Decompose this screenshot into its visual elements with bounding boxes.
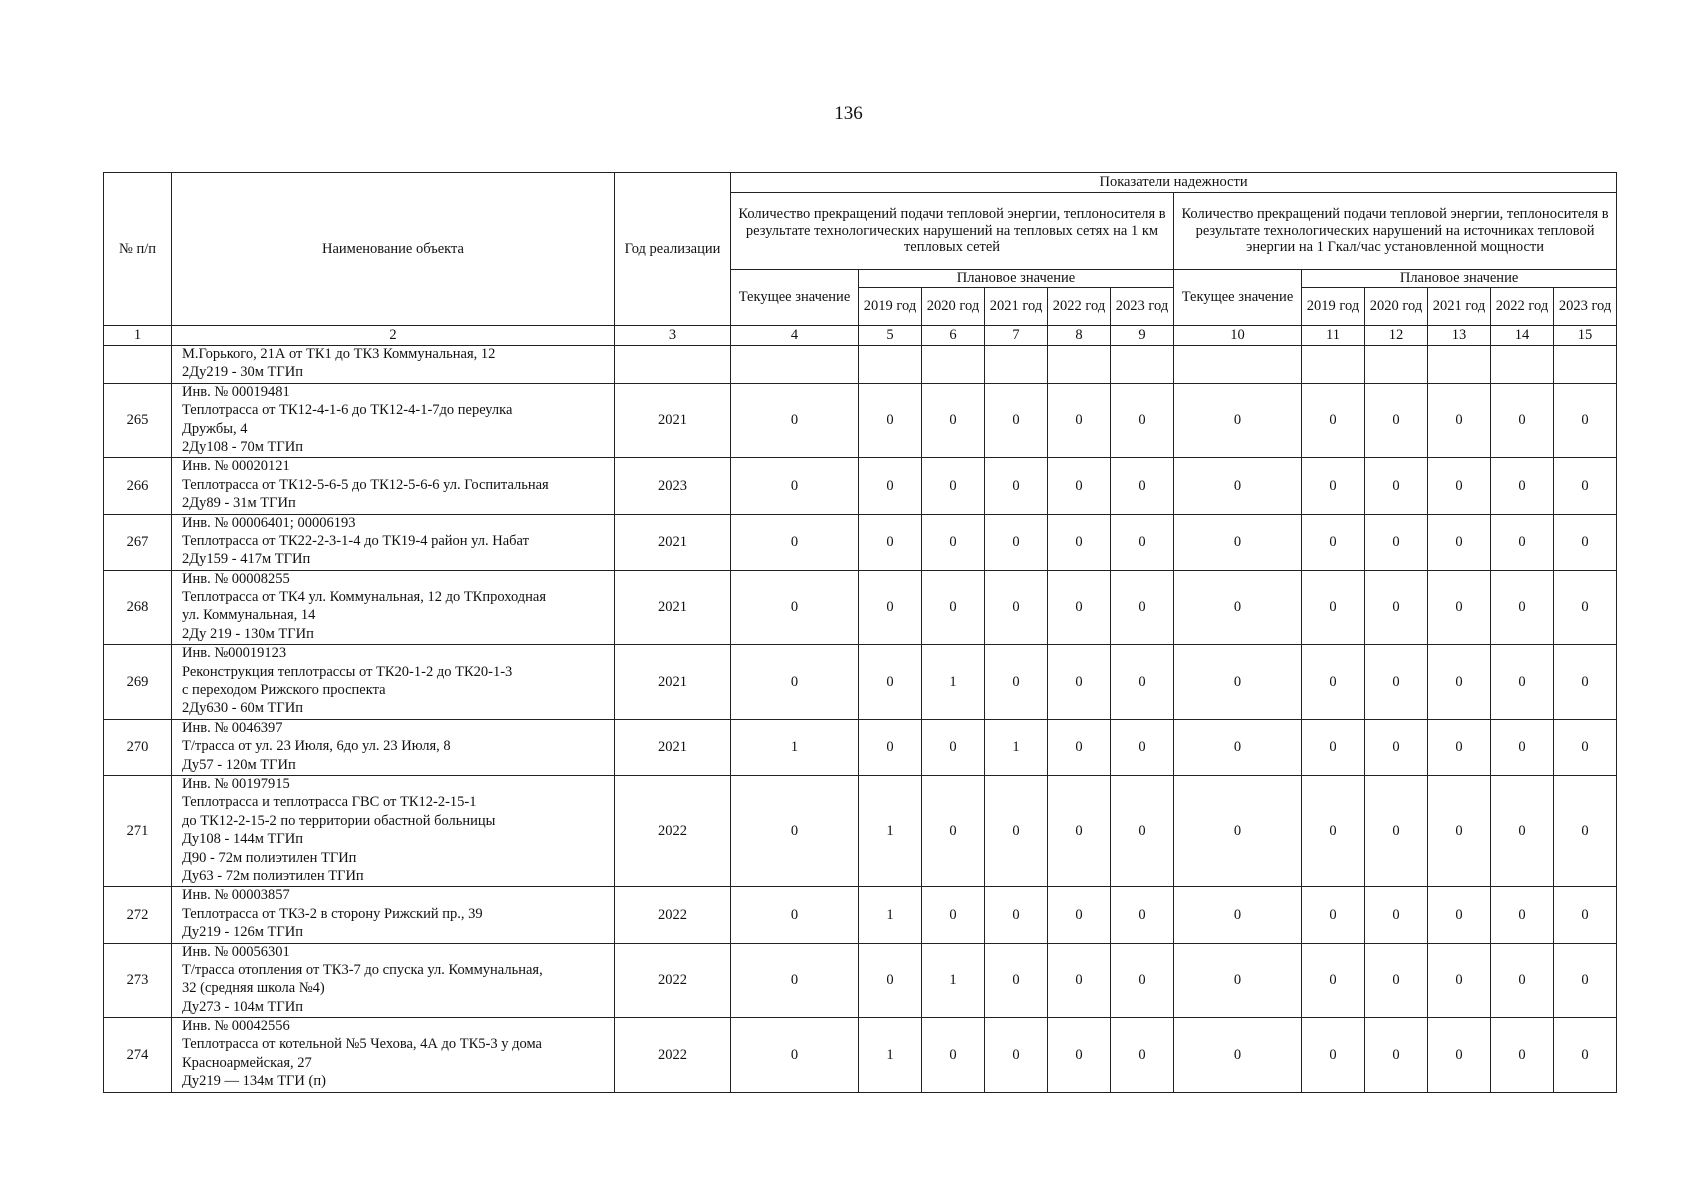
indicator-value: 0 xyxy=(1174,570,1302,645)
indicator-value: 0 xyxy=(1174,383,1302,458)
indicator-value: 0 xyxy=(1554,514,1617,570)
table-row xyxy=(104,1018,1617,1093)
object-name-line: 2Ду89 - 31м ТГИп xyxy=(182,495,296,512)
implementation-year: 2022 xyxy=(615,887,731,943)
table-row xyxy=(104,775,1617,886)
column-number-cell: 9 xyxy=(1111,326,1174,346)
indicator-value: 0 xyxy=(1048,458,1111,514)
object-name-line: Теплотрасса от ТК12-4-1-6 до ТК12-4-1-7до переулка xyxy=(182,402,513,419)
indicator-value xyxy=(1365,346,1428,384)
indicator-value: 0 xyxy=(985,383,1048,458)
object-name-line: с переходом Рижского проспекта xyxy=(182,682,386,699)
indicator-value: 0 xyxy=(731,645,859,720)
column-number-cell: 3 xyxy=(615,326,731,346)
header-year-cell: 2020 год xyxy=(1365,288,1428,326)
indicator-value: 0 xyxy=(985,1018,1048,1093)
indicator-value: 0 xyxy=(1428,1018,1491,1093)
object-name-line: Инв. № 00020121 xyxy=(182,458,290,475)
indicator-value: 0 xyxy=(1111,1018,1174,1093)
indicator-value: 0 xyxy=(731,570,859,645)
indicator-value: 0 xyxy=(1428,719,1491,775)
indicator-value: 0 xyxy=(985,887,1048,943)
indicator-value: 0 xyxy=(985,645,1048,720)
indicator-value: 0 xyxy=(1111,645,1174,720)
indicator-value: 0 xyxy=(1302,645,1365,720)
header-year-cell: 2021 год xyxy=(985,288,1048,326)
indicator-value: 0 xyxy=(1302,383,1365,458)
table-row xyxy=(104,514,1617,570)
object-name-line: Красноармейская, 27 xyxy=(182,1054,312,1071)
object-name-line: Инв. № 00019481 xyxy=(182,383,290,400)
indicator-value: 1 xyxy=(985,719,1048,775)
indicator-value: 0 xyxy=(985,458,1048,514)
object-name-line: до ТК12-2-15-2 по территории обастной больницы xyxy=(182,812,496,829)
indicator-value: 0 xyxy=(1554,943,1617,1018)
column-number-cell: 10 xyxy=(1174,326,1302,346)
indicator-value: 0 xyxy=(1111,570,1174,645)
object-name-line: Ду219 - 126м ТГИп xyxy=(182,924,303,941)
indicator-value: 0 xyxy=(1365,458,1428,514)
indicator-value: 0 xyxy=(1554,1018,1617,1093)
indicator-value: 1 xyxy=(859,1018,922,1093)
object-name-line: Теплотрасса от котельной №5 Чехова, 4А до ТК5-3 у дома xyxy=(182,1036,542,1053)
indicator-value: 0 xyxy=(1491,775,1554,886)
indicator-value: 0 xyxy=(1174,1018,1302,1093)
object-name xyxy=(172,943,615,1018)
indicator-value: 1 xyxy=(731,719,859,775)
header-year-cell: 2023 год xyxy=(1554,288,1617,326)
indicator-value: 0 xyxy=(859,943,922,1018)
row-number: 269 xyxy=(104,645,172,720)
row-number xyxy=(104,346,172,384)
indicator-value: 0 xyxy=(1174,645,1302,720)
indicator-value: 0 xyxy=(1491,887,1554,943)
indicator-value: 0 xyxy=(1365,514,1428,570)
indicator-value: 0 xyxy=(1491,458,1554,514)
indicator-value: 0 xyxy=(1365,1018,1428,1093)
indicator-value: 0 xyxy=(1048,887,1111,943)
indicator-value: 0 xyxy=(731,887,859,943)
object-name-line: Д90 - 72м полиэтилен ТГИп xyxy=(182,849,357,866)
object-name-line: Дружбы, 4 xyxy=(182,420,248,437)
indicator-value: 0 xyxy=(1048,775,1111,886)
column-number-cell: 15 xyxy=(1554,326,1617,346)
indicator-value: 0 xyxy=(1491,570,1554,645)
object-name-line: 2Ду219 - 30м ТГИп xyxy=(182,364,303,381)
table-row xyxy=(104,458,1617,514)
indicator-value: 0 xyxy=(731,383,859,458)
column-number-cell: 7 xyxy=(985,326,1048,346)
indicator-value: 0 xyxy=(1048,943,1111,1018)
indicator-value: 0 xyxy=(1174,719,1302,775)
object-name xyxy=(172,514,615,570)
indicator-value: 0 xyxy=(731,1018,859,1093)
object-name-line: Инв. № 00003857 xyxy=(182,887,290,904)
column-number-cell: 1 xyxy=(104,326,172,346)
header-year-cell: 2023 год xyxy=(1111,288,1174,326)
header-name: Наименование объекта xyxy=(172,173,615,326)
object-name-line: Инв. №00019123 xyxy=(182,645,287,662)
indicator-value: 0 xyxy=(1491,383,1554,458)
object-name-line: Теплотрасса от ТК4 ул. Коммунальная, 12 до ТКпроходная xyxy=(182,589,547,606)
object-name-line: 32 (средняя школа №4) xyxy=(182,980,325,997)
indicator-value: 0 xyxy=(1048,719,1111,775)
table-row xyxy=(104,645,1617,720)
column-number-cell: 11 xyxy=(1302,326,1365,346)
object-name xyxy=(172,383,615,458)
object-name-line: Ду108 - 144м ТГИп xyxy=(182,831,303,848)
object-name-line: 2Ду 219 - 130м ТГИп xyxy=(182,625,314,642)
indicator-value: 0 xyxy=(1048,514,1111,570)
indicator-value: 0 xyxy=(1554,458,1617,514)
column-number-cell: 6 xyxy=(922,326,985,346)
reliability-table xyxy=(103,172,1617,1093)
indicator-value: 0 xyxy=(1554,887,1617,943)
object-name xyxy=(172,887,615,943)
indicator-value: 0 xyxy=(1554,383,1617,458)
indicator-value: 0 xyxy=(922,1018,985,1093)
table-row xyxy=(104,383,1617,458)
implementation-year: 2021 xyxy=(615,719,731,775)
table-row xyxy=(104,887,1617,943)
indicator-value: 0 xyxy=(1491,1018,1554,1093)
indicator-value xyxy=(859,346,922,384)
indicator-value: 0 xyxy=(859,458,922,514)
object-name xyxy=(172,775,615,886)
indicator-value: 0 xyxy=(1428,645,1491,720)
indicator-value: 0 xyxy=(1554,645,1617,720)
header-reliability: Показатели надежности xyxy=(731,173,1617,193)
page-number: 136 xyxy=(834,103,863,124)
header-year: Год реализации xyxy=(615,173,731,326)
indicator-value: 0 xyxy=(1365,943,1428,1018)
object-name-line: М.Горького, 21А от ТК1 до ТК3 Коммунальная, 12 xyxy=(182,346,496,362)
header-group-networks: Количество прекращений подачи тепловой энергии, теплоносителя в результате технологических нарушений на тепловых сетях на 1 км тепловых сетей xyxy=(731,193,1174,270)
indicator-value: 0 xyxy=(1048,645,1111,720)
object-name-line: Инв. № 00008255 xyxy=(182,570,290,587)
indicator-value: 0 xyxy=(985,943,1048,1018)
object-name xyxy=(172,719,615,775)
indicator-value: 0 xyxy=(1174,514,1302,570)
indicator-value: 0 xyxy=(1111,458,1174,514)
indicator-value: 1 xyxy=(922,645,985,720)
indicator-value: 0 xyxy=(731,458,859,514)
table-body xyxy=(104,346,1617,1093)
indicator-value: 0 xyxy=(1111,514,1174,570)
object-name xyxy=(172,570,615,645)
implementation-year: 2022 xyxy=(615,775,731,886)
indicator-value: 0 xyxy=(1111,775,1174,886)
header-current-a: Текущее значение xyxy=(731,270,859,326)
indicator-value: 0 xyxy=(1428,514,1491,570)
object-name-line: Ду57 - 120м ТГИп xyxy=(182,756,296,773)
header-group-sources: Количество прекращений подачи тепловой энергии, теплоносителя в результате технологических нарушений на источниках тепловой энергии на 1 Гкал/час установленной мощности xyxy=(1174,193,1617,270)
object-name-line: Теплотрасса от ТК12-5-6-5 до ТК12-5-6-6 ул. Госпитальная xyxy=(182,476,549,493)
indicator-value: 0 xyxy=(1428,943,1491,1018)
indicator-value: 0 xyxy=(985,775,1048,886)
implementation-year: 2022 xyxy=(615,943,731,1018)
indicator-value: 0 xyxy=(1302,458,1365,514)
implementation-year: 2021 xyxy=(615,514,731,570)
indicator-value: 0 xyxy=(1491,645,1554,720)
column-number-cell: 5 xyxy=(859,326,922,346)
indicator-value: 0 xyxy=(1302,1018,1365,1093)
indicator-value: 0 xyxy=(859,719,922,775)
indicator-value xyxy=(922,346,985,384)
row-number: 267 xyxy=(104,514,172,570)
indicator-value: 0 xyxy=(1491,514,1554,570)
indicator-value: 0 xyxy=(1428,887,1491,943)
object-name-line: Инв. № 00197915 xyxy=(182,775,290,792)
indicator-value: 0 xyxy=(1174,458,1302,514)
indicator-value: 0 xyxy=(1302,943,1365,1018)
indicator-value: 0 xyxy=(1428,383,1491,458)
table-row xyxy=(104,570,1617,645)
indicator-value xyxy=(1111,346,1174,384)
indicator-value: 0 xyxy=(922,458,985,514)
object-name-line: Т/трасса отопления от ТК3-7 до спуска ул. Коммунальная, xyxy=(182,961,543,978)
object-name-line: Ду63 - 72м полиэтилен ТГИп xyxy=(182,867,364,884)
indicator-value: 0 xyxy=(922,383,985,458)
object-name-line: ул. Коммунальная, 14 xyxy=(182,607,316,624)
object-name-line: Инв. № 0046397 xyxy=(182,719,283,736)
indicator-value: 0 xyxy=(1302,570,1365,645)
row-number: 268 xyxy=(104,570,172,645)
object-name xyxy=(172,346,615,384)
indicator-value: 0 xyxy=(1111,719,1174,775)
header-planned-a: Плановое значение xyxy=(859,270,1174,288)
object-name-line: Инв. № 00006401; 00006193 xyxy=(182,514,356,531)
row-number: 273 xyxy=(104,943,172,1018)
indicator-value: 0 xyxy=(1048,1018,1111,1093)
indicator-value xyxy=(1554,346,1617,384)
object-name-line: Ду273 - 104м ТГИп xyxy=(182,998,303,1015)
indicator-value: 0 xyxy=(1111,943,1174,1018)
indicator-value: 1 xyxy=(922,943,985,1018)
header-year-cell: 2022 год xyxy=(1491,288,1554,326)
indicator-value: 0 xyxy=(985,570,1048,645)
header-num: № п/п xyxy=(104,173,172,326)
indicator-value: 0 xyxy=(1554,775,1617,886)
object-name-line: 2Ду159 - 417м ТГИп xyxy=(182,551,311,568)
object-name-line: Теплотрасса от ТК3-2 в сторону Рижский пр., 39 xyxy=(182,905,483,922)
row-number: 271 xyxy=(104,775,172,886)
indicator-value: 0 xyxy=(1365,645,1428,720)
column-number-cell: 8 xyxy=(1048,326,1111,346)
implementation-year: 2021 xyxy=(615,570,731,645)
row-number: 265 xyxy=(104,383,172,458)
column-number-cell: 14 xyxy=(1491,326,1554,346)
indicator-value: 0 xyxy=(922,514,985,570)
indicator-value: 0 xyxy=(859,514,922,570)
indicator-value: 0 xyxy=(1111,383,1174,458)
header-year-cell: 2019 год xyxy=(1302,288,1365,326)
indicator-value xyxy=(731,346,859,384)
indicator-value: 0 xyxy=(1302,514,1365,570)
indicator-value: 0 xyxy=(1428,458,1491,514)
table-row xyxy=(104,719,1617,775)
indicator-value xyxy=(1174,346,1302,384)
indicator-value: 0 xyxy=(1048,570,1111,645)
indicator-value: 0 xyxy=(1365,383,1428,458)
indicator-value: 0 xyxy=(922,719,985,775)
indicator-value: 0 xyxy=(1491,719,1554,775)
column-number-cell: 4 xyxy=(731,326,859,346)
object-name-line: Ду219 — 134м ТГИ (п) xyxy=(182,1073,326,1090)
object-name-line: 2Ду630 - 60м ТГИп xyxy=(182,700,303,717)
row-number: 274 xyxy=(104,1018,172,1093)
object-name-line: Т/трасса от ул. 23 Июля, 6до ул. 23 Июля, 8 xyxy=(182,738,451,755)
indicator-value: 0 xyxy=(731,775,859,886)
indicator-value: 0 xyxy=(922,775,985,886)
implementation-year: 2021 xyxy=(615,383,731,458)
indicator-value: 0 xyxy=(1428,570,1491,645)
table-row xyxy=(104,346,1617,384)
indicator-value: 0 xyxy=(1491,943,1554,1018)
indicator-value: 0 xyxy=(1365,775,1428,886)
indicator-value: 0 xyxy=(922,887,985,943)
indicator-value: 0 xyxy=(1428,775,1491,886)
indicator-value xyxy=(1302,346,1365,384)
column-number-row xyxy=(104,326,1617,346)
indicator-value: 0 xyxy=(731,514,859,570)
indicator-value: 0 xyxy=(1554,570,1617,645)
object-name-line: Инв. № 00056301 xyxy=(182,943,290,960)
indicator-value: 0 xyxy=(1302,775,1365,886)
indicator-value: 0 xyxy=(922,570,985,645)
object-name-line: 2Ду108 - 70м ТГИп xyxy=(182,438,303,455)
row-number: 270 xyxy=(104,719,172,775)
header-current-b: Текущее значение xyxy=(1174,270,1302,326)
object-name-line: Инв. № 00042556 xyxy=(182,1018,290,1035)
implementation-year xyxy=(615,346,731,384)
object-name xyxy=(172,1018,615,1093)
object-name-line: Теплотрасса и теплотрасса ГВС от ТК12-2-15-1 xyxy=(182,794,477,811)
indicator-value: 1 xyxy=(859,887,922,943)
indicator-value: 0 xyxy=(859,570,922,645)
object-name xyxy=(172,458,615,514)
indicator-value xyxy=(1048,346,1111,384)
header-year-cell: 2022 год xyxy=(1048,288,1111,326)
indicator-value: 0 xyxy=(859,645,922,720)
header-year-cell: 2020 год xyxy=(922,288,985,326)
implementation-year: 2022 xyxy=(615,1018,731,1093)
column-number-cell: 12 xyxy=(1365,326,1428,346)
indicator-value: 0 xyxy=(1111,887,1174,943)
indicator-value xyxy=(1428,346,1491,384)
indicator-value: 0 xyxy=(1365,719,1428,775)
indicator-value: 0 xyxy=(1365,887,1428,943)
header-year-cell: 2021 год xyxy=(1428,288,1491,326)
indicator-value: 0 xyxy=(985,514,1048,570)
implementation-year: 2023 xyxy=(615,458,731,514)
indicator-value: 0 xyxy=(1048,383,1111,458)
indicator-value: 0 xyxy=(1174,943,1302,1018)
indicator-value: 0 xyxy=(859,383,922,458)
indicator-value: 0 xyxy=(1365,570,1428,645)
object-name-line: Теплотрасса от ТК22-2-3-1-4 до ТК19-4 район ул. Набат xyxy=(182,532,529,549)
header-year-cell: 2019 год xyxy=(859,288,922,326)
header-planned-b: Плановое значение xyxy=(1302,270,1617,288)
indicator-value xyxy=(1491,346,1554,384)
row-number: 272 xyxy=(104,887,172,943)
indicator-value: 0 xyxy=(1554,719,1617,775)
indicator-value: 0 xyxy=(1302,887,1365,943)
table-row xyxy=(104,943,1617,1018)
indicator-value: 0 xyxy=(1174,887,1302,943)
indicator-value: 0 xyxy=(731,943,859,1018)
indicator-value: 0 xyxy=(1302,719,1365,775)
object-name xyxy=(172,645,615,720)
object-name-line: Реконструкция теплотрассы от ТК20-1-2 до ТК20-1-3 xyxy=(182,663,513,680)
indicator-value: 1 xyxy=(859,775,922,886)
row-number: 266 xyxy=(104,458,172,514)
indicator-value xyxy=(985,346,1048,384)
indicator-value: 0 xyxy=(1174,775,1302,886)
implementation-year: 2021 xyxy=(615,645,731,720)
column-number-cell: 2 xyxy=(172,326,615,346)
column-number-cell: 13 xyxy=(1428,326,1491,346)
